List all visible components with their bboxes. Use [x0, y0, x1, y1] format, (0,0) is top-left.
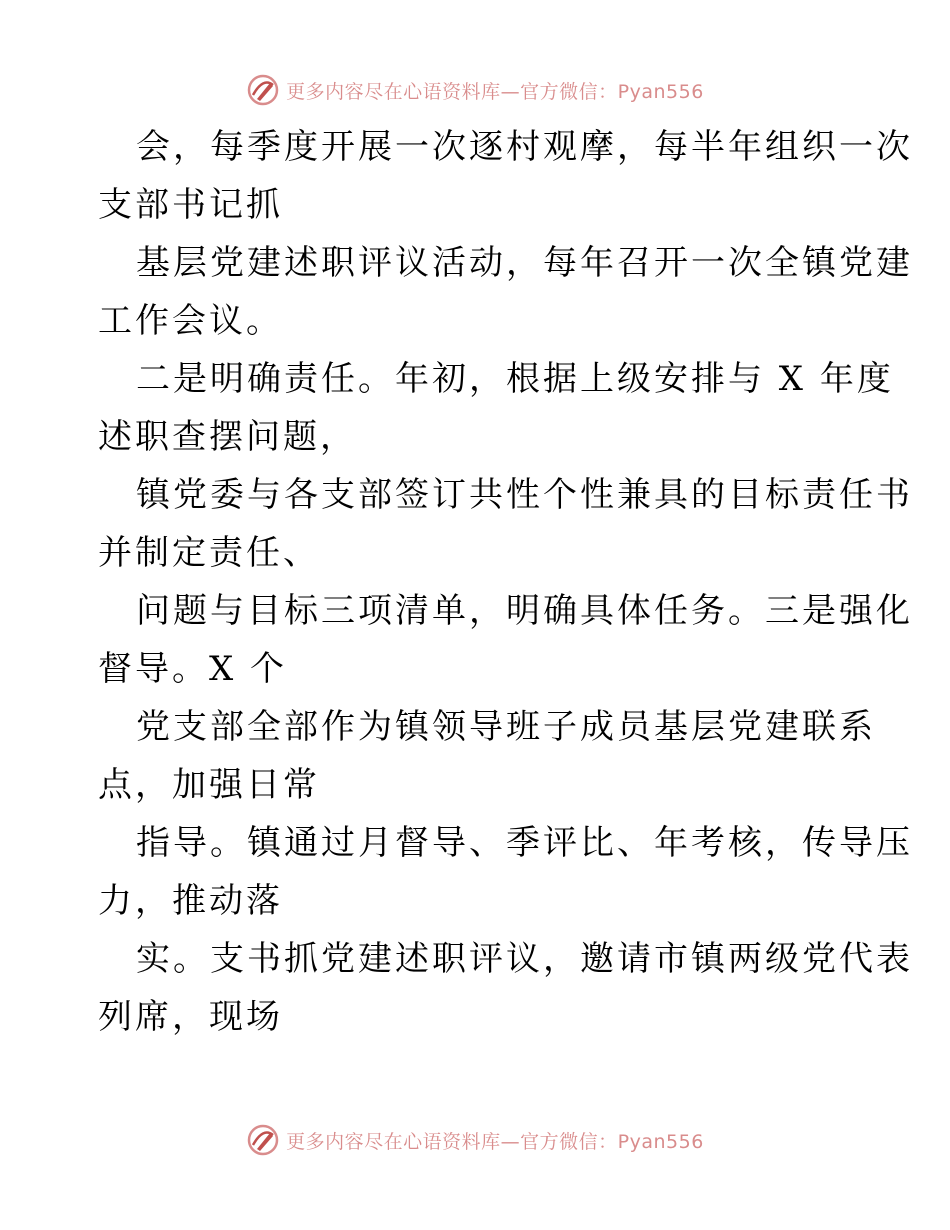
brand-logo-icon	[246, 73, 280, 107]
paragraph-line: 基层党建述职评议活动，每年召开一次全镇党建	[136, 243, 913, 283]
paragraph-line: 实。支书抓党建述职评议，邀请市镇两级党代表	[136, 939, 913, 979]
paragraph-line: 述职查摆问题，	[98, 417, 357, 457]
brand-logo-icon	[246, 1123, 280, 1157]
paragraph-1	[98, 118, 913, 234]
paragraph-line: 指导。镇通过月督导、季评比、年考核，传导压	[136, 823, 913, 863]
paragraph-6	[98, 698, 876, 814]
paragraph-8	[98, 930, 913, 1046]
paragraph-2	[98, 234, 913, 350]
paragraph-line: 支部书记抓	[98, 185, 283, 225]
header-banner	[0, 70, 950, 110]
footer-text: 更多内容尽在心语资料库—官方微信：Pyan556	[286, 1130, 704, 1153]
paragraph-line: 问题与目标三项清单，明确具体任务。三是强化	[136, 591, 913, 631]
header-text: 更多内容尽在心语资料库—官方微信：Pyan556	[286, 80, 704, 103]
paragraph-line: 列席，现场	[98, 997, 283, 1037]
document-body	[98, 118, 913, 1046]
paragraph-line: 力，推动落	[98, 881, 283, 921]
paragraph-7	[98, 814, 913, 930]
paragraph-3	[98, 350, 894, 466]
paragraph-line: 镇党委与各支部签订共性个性兼具的目标责任书	[136, 475, 913, 515]
paragraph-line: 会，每季度开展一次逐村观摩，每半年组织一次	[136, 127, 913, 167]
paragraph-line: 工作会议。	[98, 301, 283, 341]
paragraph-4	[98, 466, 913, 582]
paragraph-line: 点，加强日常	[98, 765, 320, 805]
paragraph-line: 二是明确责任。年初，根据上级安排与 X 年度	[136, 359, 894, 399]
paragraph-line: 督导。X 个	[98, 649, 288, 689]
paragraph-5	[98, 582, 913, 698]
paragraph-line: 并制定责任、	[98, 533, 320, 573]
footer-banner	[0, 1120, 950, 1160]
paragraph-line: 党支部全部作为镇领导班子成员基层党建联系	[136, 707, 876, 747]
